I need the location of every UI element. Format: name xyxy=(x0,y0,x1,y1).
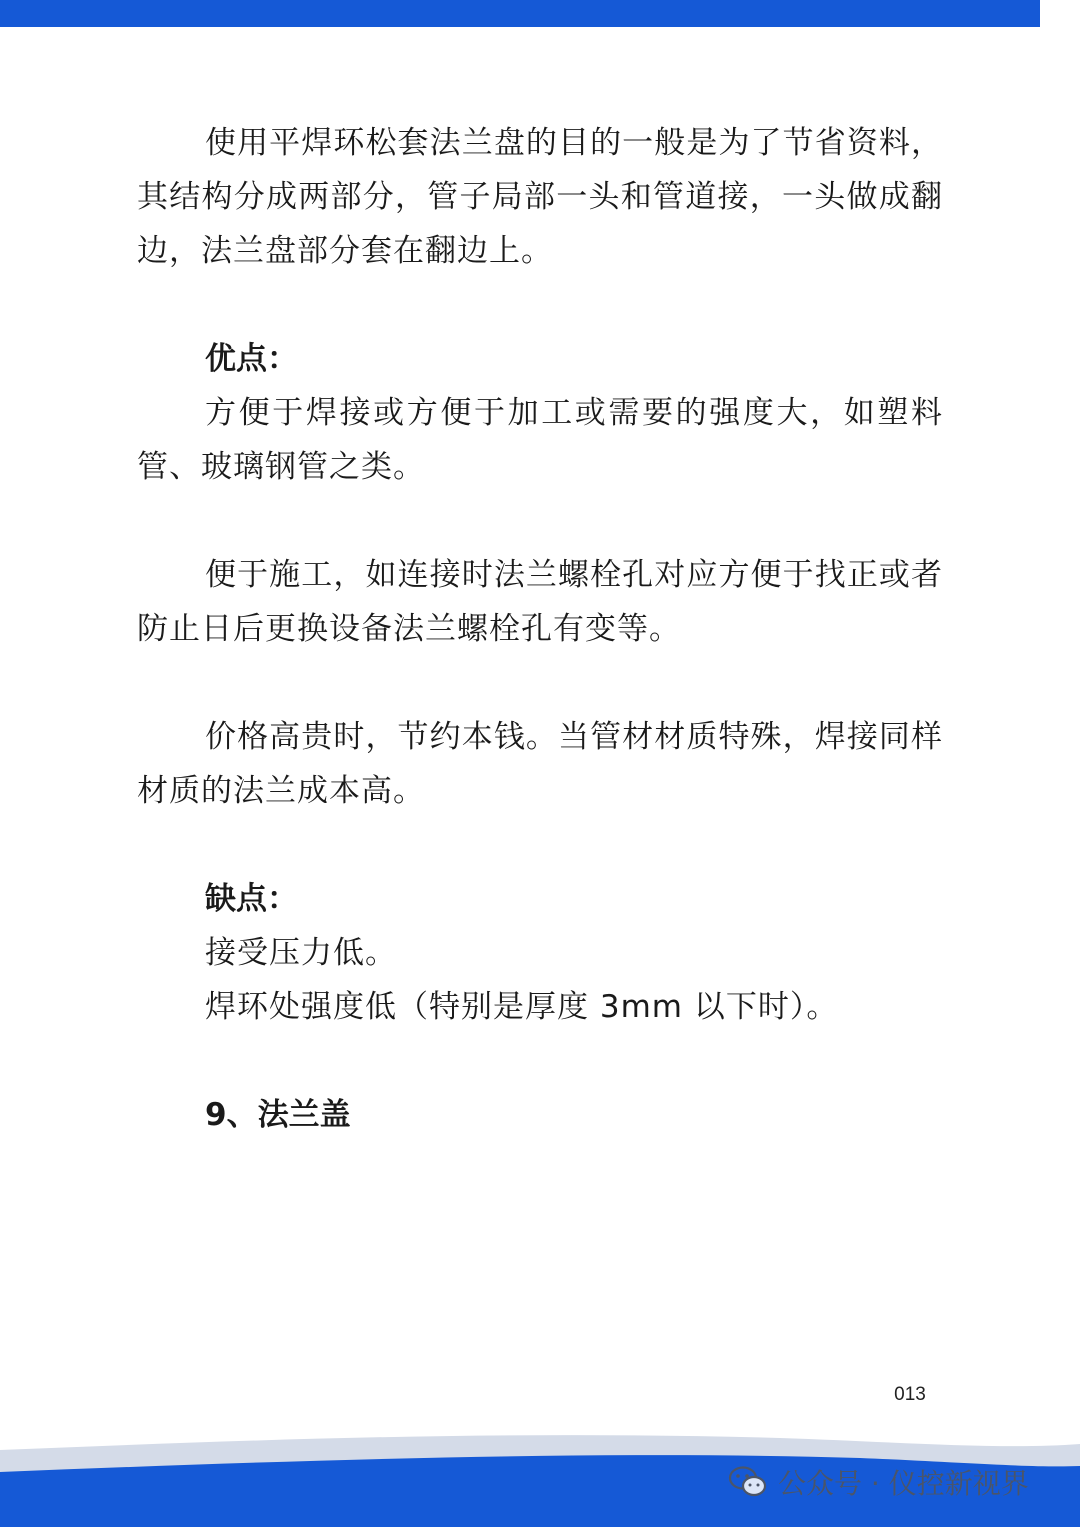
pros-paragraph-3: 价格高贵时，节约本钱。当管材材质特殊，焊接同样材质的法兰成本高。 xyxy=(137,719,943,809)
page-content xyxy=(137,116,943,1142)
top-accent-bar xyxy=(0,0,1040,27)
page-number: 013 xyxy=(894,1384,926,1405)
section-heading: 9、法兰盖 xyxy=(205,1097,351,1133)
intro-paragraph: 使用平焊环松套法兰盘的目的一般是为了节省资料，其结构分成两部分，管子局部一头和管道接，一头做成翻边，法兰盘部分套在翻边上。 xyxy=(137,125,943,269)
pros-heading: 优点： xyxy=(205,341,298,377)
cons-line-2: 焊环处强度低（特别是厚度 3mm 以下时）。 xyxy=(205,989,839,1025)
watermark xyxy=(728,1462,1029,1502)
pros-paragraph-1: 方便于焊接或方便于加工或需要的强度大，如塑料管、玻璃钢管之类。 xyxy=(137,395,943,485)
cons-heading: 缺点： xyxy=(205,881,298,917)
wechat-icon xyxy=(728,1465,768,1499)
watermark-text: 公众号 · 仪控新视界 xyxy=(778,1467,1029,1500)
pros-paragraph-2: 便于施工，如连接时法兰螺栓孔对应方便于找正或者防止日后更换设备法兰螺栓孔有变等。 xyxy=(137,557,943,647)
cons-line-1: 接受压力低。 xyxy=(205,935,397,971)
